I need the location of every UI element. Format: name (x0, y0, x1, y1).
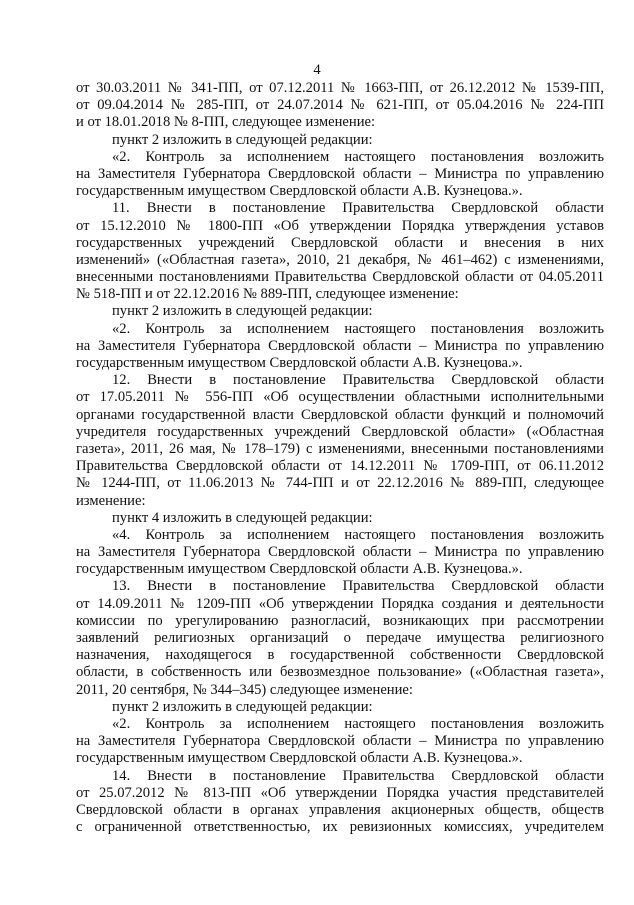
text-line: № 1244-ПП, от 11.06.2013 № 744-ПП и от 22.12.2016 № 889-ПП, следующее (76, 475, 604, 492)
text-line: пункт 2 изложить в следующей редакции: (112, 131, 373, 148)
text-line: «2. Контроль за исполнением настоящего постановления возложить (112, 715, 604, 732)
text-line: комиссии по урегулированию разногласий, возникающих при рассмотрении (76, 612, 604, 629)
text-line: Правительства Свердловской области от 14.12.2011 № 1709-ПП, от 06.11.2012 (76, 458, 604, 475)
text-line: Свердловской области в органах управления акционерных обществ, обществ (76, 801, 604, 818)
text-line: от 30.03.2011 № 341-ПП, от 07.12.2011 № 1663-ПП, от 26.12.2012 № 1539-ПП, (76, 80, 604, 96)
text-line: 12. Внести в постановление Правительства Свердловской области (112, 372, 604, 389)
text-line: государственным имуществом Свердловской области А.В. Кузнецова.». (76, 183, 523, 200)
text-line: на Заместителя Губернатора Свердловской области – Министра по управлению (76, 337, 604, 354)
text-line: области, в собственность или безвозмездное пользование» («Областная газета», (76, 664, 604, 681)
text-line: от 15.12.2010 № 1800-ПП «Об утверждении Порядка утверждения уставов (76, 217, 604, 234)
text-line: изменение: (76, 492, 146, 509)
text-line: назначения, находящегося в государственной собственности Свердловской (76, 647, 604, 664)
text-line: от 25.07.2012 № 813-ПП «Об утверждении Порядка участия представителей (76, 784, 604, 801)
text-line: от 09.04.2014 № 285-ПП, от 24.07.2014 № 621-ПП, от 05.04.2016 № 224-ПП (76, 97, 604, 114)
text-line: 2011, 20 сентября, № 344–345) следующее изменение: (76, 681, 413, 698)
document-body (76, 80, 604, 836)
text-line: 14. Внести в постановление Правительства Свердловской области (112, 767, 604, 784)
text-line: государственным имуществом Свердловской области А.В. Кузнецова.». (76, 750, 523, 767)
text-line: на Заместителя Губернатора Свердловской области – Министра по управлению (76, 733, 604, 750)
text-line: «4. Контроль за исполнением настоящего постановления возложить (112, 526, 604, 543)
text-line: заявлений религиозных организаций о передаче имущества религиозного (76, 630, 604, 646)
text-line: «2. Контроль за исполнением настоящего постановления возложить (112, 148, 604, 165)
text-line: пункт 4 изложить в следующей редакции: (112, 509, 373, 526)
text-line: от 17.05.2011 № 556-ПП «Об осуществлении областными исполнительными (76, 389, 604, 406)
text-line: на Заместителя Губернатора Свердловской области – Министра по управлению (76, 165, 604, 182)
text-line: государственных учреждений Свердловской области и внесения в них (76, 234, 604, 251)
text-line: пункт 2 изложить в следующей редакции: (112, 303, 373, 320)
text-line: на Заместителя Губернатора Свердловской области – Министра по управлению (76, 544, 604, 561)
text-line: газета», 2011, 26 мая, № 178–179) с изменениями, внесенными постановлениями (76, 440, 604, 457)
text-line: учредителя государственных учреждений Свердловской области» («Областная (76, 423, 604, 440)
text-line: 13. Внести в постановление Правительства Свердловской области (112, 578, 604, 595)
text-line: изменений» («Областная газета», 2010, 21 декабря, № 461–462) с изменениями, (76, 251, 604, 268)
text-line: государственным имуществом Свердловской области А.В. Кузнецова.». (76, 561, 523, 578)
text-line: с ограниченной ответственностью, их ревизионных комиссиях, учредителем (76, 819, 604, 836)
text-line: пункт 2 изложить в следующей редакции: (112, 698, 373, 715)
text-line: и от 18.01.2018 № 8-ПП, следующее изменение: (76, 114, 376, 131)
text-line: № 518-ПП и от 22.12.2016 № 889-ПП, следующее изменение: (76, 286, 459, 303)
page-number: 4 (313, 62, 321, 78)
text-line: внесенными постановлениями Правительства Свердловской области от 04.05.2011 (76, 269, 604, 286)
text-line: органами государственной власти Свердловской области функций и полномочий (76, 406, 604, 423)
text-line: государственным имуществом Свердловской области А.В. Кузнецова.». (76, 355, 523, 371)
text-line: 11. Внести в постановление Правительства Свердловской области (112, 200, 604, 217)
text-line: «2. Контроль за исполнением настоящего постановления возложить (112, 320, 604, 337)
text-line: от 14.09.2011 № 1209-ПП «Об утверждении Порядка создания и деятельности (76, 595, 604, 612)
